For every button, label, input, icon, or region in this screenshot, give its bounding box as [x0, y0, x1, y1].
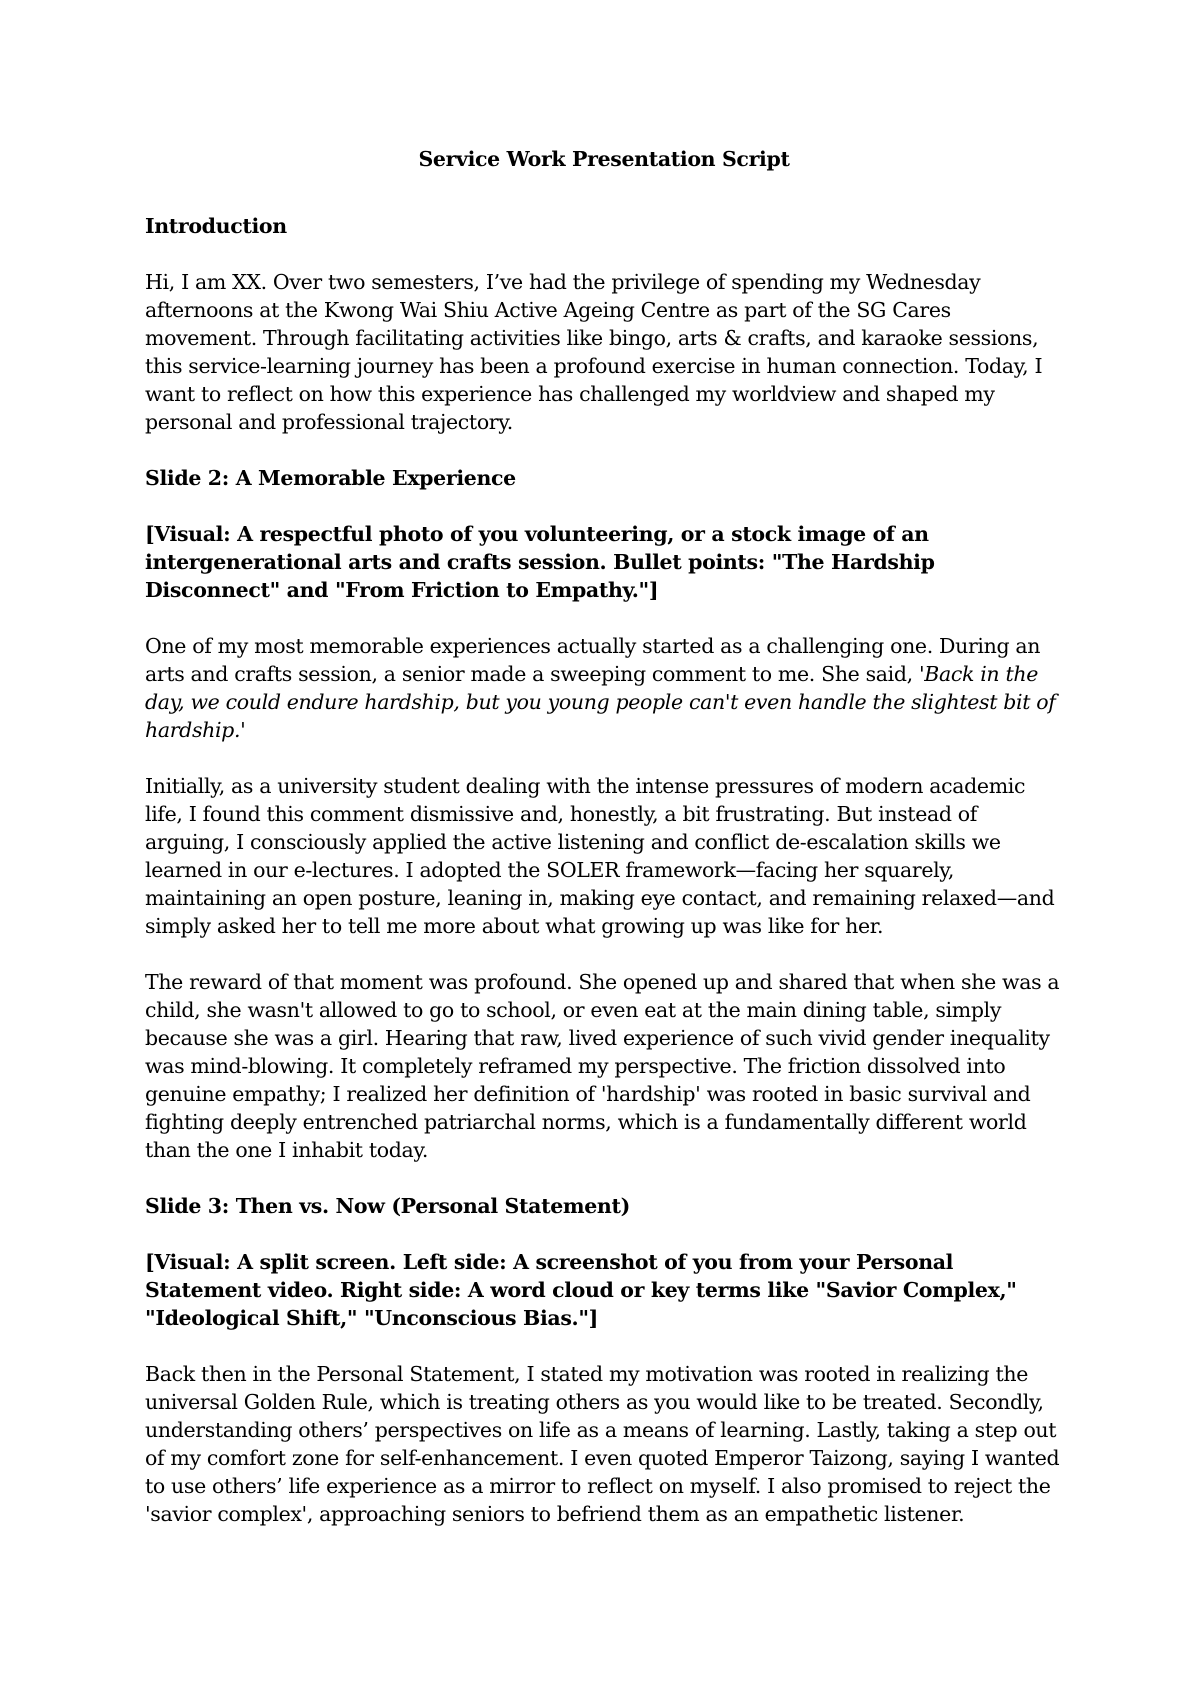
- introduction-paragraph: Hi, I am XX. Over two semesters, I’ve had the privilege of spending my Wednesday afternoons at the Kwong Wai Shiu Active Ageing Centre as part of the SG Cares movement. Through facilitating activities like bingo, arts & crafts, and karaoke sessions, this service-learning journey has been a profound exercise in human connection. Today, I want to reflect on how this experience has challenged my worldview and shaped my personal and professional trajectory.: [145, 270, 1043, 434]
- slide-2-visual-note: [Visual: A respectful photo of you volunteering, or a stock image of an intergenerational arts and crafts session. Bullet points: "The Hardship Disconnect" and "From Friction to Empathy."]: [145, 522, 935, 602]
- document-body: [145, 145, 1063, 1528]
- slide-3-paragraph-1: Back then in the Personal Statement, I stated my motivation was rooted in realizing the universal Golden Rule, which is treating others as you would like to be treated. Secondly, understanding others’ perspectives on life as a means of learning. Lastly, taking a step out of my comfort zone for self-enhancement. I even quoted Emperor Taizong, saying I wanted to use others’ life experience as a mirror to reflect on myself. I also promised to reject the 'savior complex', approaching seniors to befriend them as an empathetic listener.: [145, 1362, 1060, 1526]
- slide-2-paragraph-2: Initially, as a university student dealing with the intense pressures of modern academic life, I found this comment dismissive and, honestly, a bit frustrating. But instead of arguing, I consciously applied the active listening and conflict de-escalation skills we learned in our e-lectures. I adopted the SOLER framework—facing her squarely, maintaining an open posture, leaning in, making eye contact, and remaining relaxed—and simply asked her to tell me more about what growing up was like for her.: [145, 774, 1055, 938]
- slide-2-paragraph-1: [145, 632, 1063, 744]
- senior-quote: 'Back in the day, we could endure hardship, but you young people can't even handle the slightest bit of hardship.': [145, 662, 1056, 742]
- section-heading-introduction: Introduction: [145, 214, 287, 238]
- document-title: Service Work Presentation Script: [418, 147, 790, 171]
- slide-2-paragraph-3: The reward of that moment was profound. She opened up and shared that when she was a child, she wasn't allowed to go to school, or even eat at the main dining table, simply because she was a girl. Hearing that raw, lived experience of such vivid gender inequality was mind-blowing. It completely reframed my perspective. The friction dissolved into genuine empathy; I realized her definition of 'hardship' was rooted in basic survival and fighting deeply entrenched patriarchal norms, which is a fundamentally different world than the one I inhabit today.: [145, 970, 1060, 1162]
- section-heading-slide-3: Slide 3: Then vs. Now (Personal Statement): [145, 1194, 630, 1218]
- slide-2-paragraph-1-text: One of my most memorable experiences actually started as a challenging one. During an arts and crafts session, a senior made a sweeping comment to me. She said,: [145, 634, 1041, 686]
- slide-3-visual-note: [Visual: A split screen. Left side: A screenshot of you from your Personal Statement video. Right side: A word cloud or key terms like "Savior Complex," "Ideological Shift," "Unconscious Bias."]: [145, 1250, 1017, 1330]
- section-heading-slide-2: Slide 2: A Memorable Experience: [145, 466, 516, 490]
